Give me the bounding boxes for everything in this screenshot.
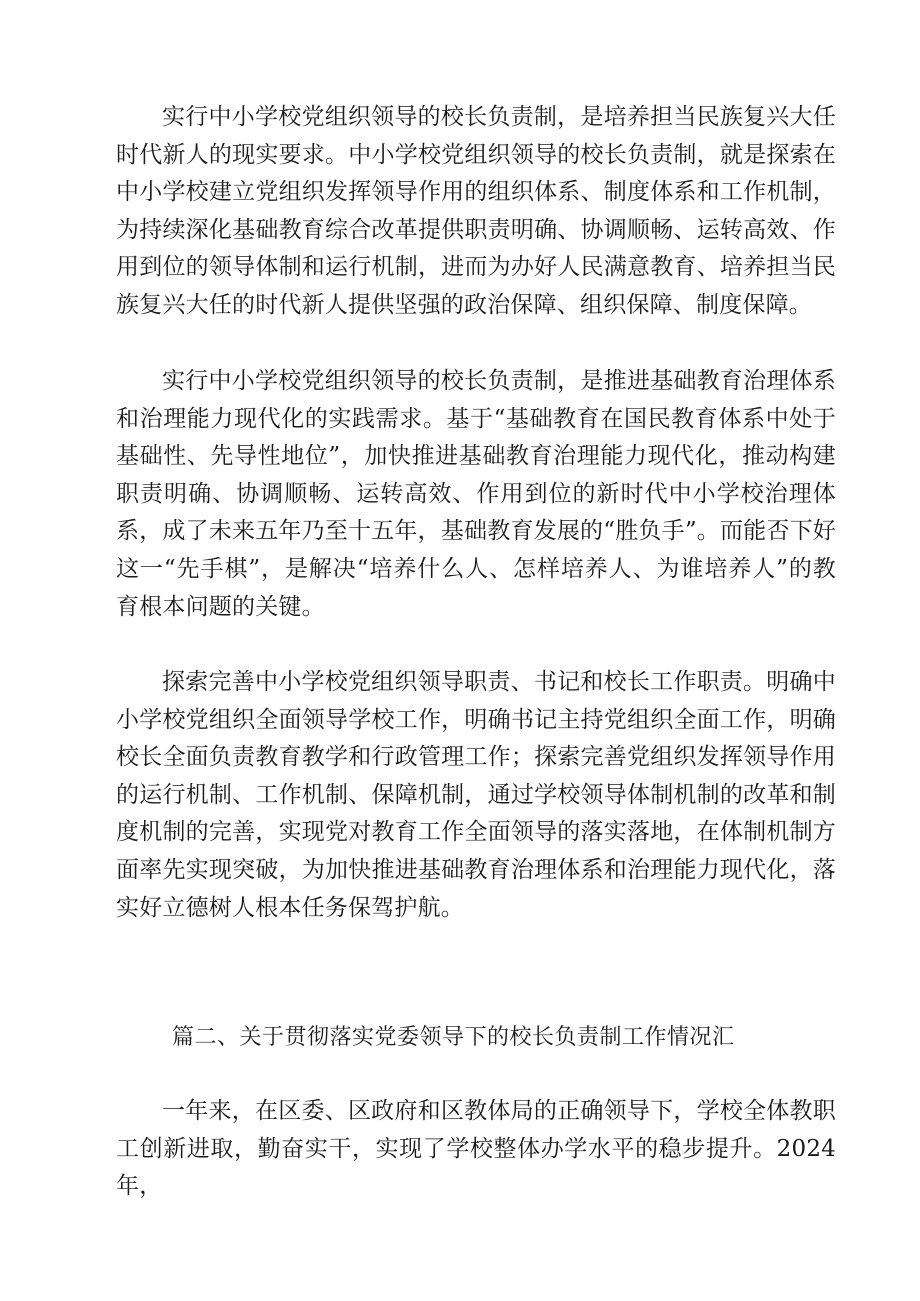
paragraph-3: 探索完善中小学校党组织领导职责、书记和校长工作职责。明确中小学校党组织全面领导学校工作，明确书记主持党组织全面工作，明确校长全面负责教育教学和行政管理工作；探索完善党组织发挥领导作用的运行机制、工作机制、保障机制，通过学校领导体制机制的改革和制度机制的完善，实现党对教育工作全面领导的落实落地，在体制机制方面率先实现突破，为加快推进基础教育治理体系和治理能力现代化，落实好立德树人根本任务保驾护航。: [116, 669, 836, 921]
paragraph-1: 实行中小学校党组织领导的校长负责制，是培养担当民族复兴大任时代新人的现实要求。中小学校党组织领导的校长负责制，就是探索在中小学校建立党组织发挥领导作用的组织体系、制度体系和工作机制，为持续深化基础教育综合改革提供职责明确、协调顺畅、运转高效、作用到位的领导体制和运行机制，进而为办好人民满意教育、培养担当民族复兴大任的时代新人提供坚强的政治保障、组织保障、制度保障。: [116, 104, 836, 318]
paragraph-2: 实行中小学校党组织领导的校长负责制，是推进基础教育治理体系和治理能力现代化的实践需求。基于“基础教育在国民教育体系中处于基础性、先导性地位”，加快推进基础教育治理能力现代化，推动构建职责明确、协调顺畅、运转高效、作用到位的新时代中小学校治理体系，成了未来五年乃至十五年，基础教育发展的“胜负手”。而能否下好这一“先手棋”，是解决“培养什么人、怎样培养人、为谁培养人”的教育根本问题的关键。: [116, 368, 836, 620]
section-heading: 篇二、关于贯彻落实党委领导下的校长负责制工作情况汇: [172, 1025, 735, 1050]
section-paragraph: 一年来，在区委、区政府和区教体局的正确领导下，学校全体教职工创新进取，勤奋实干，实现了学校整体办学水平的稳步提升。2024年，: [116, 1098, 836, 1200]
